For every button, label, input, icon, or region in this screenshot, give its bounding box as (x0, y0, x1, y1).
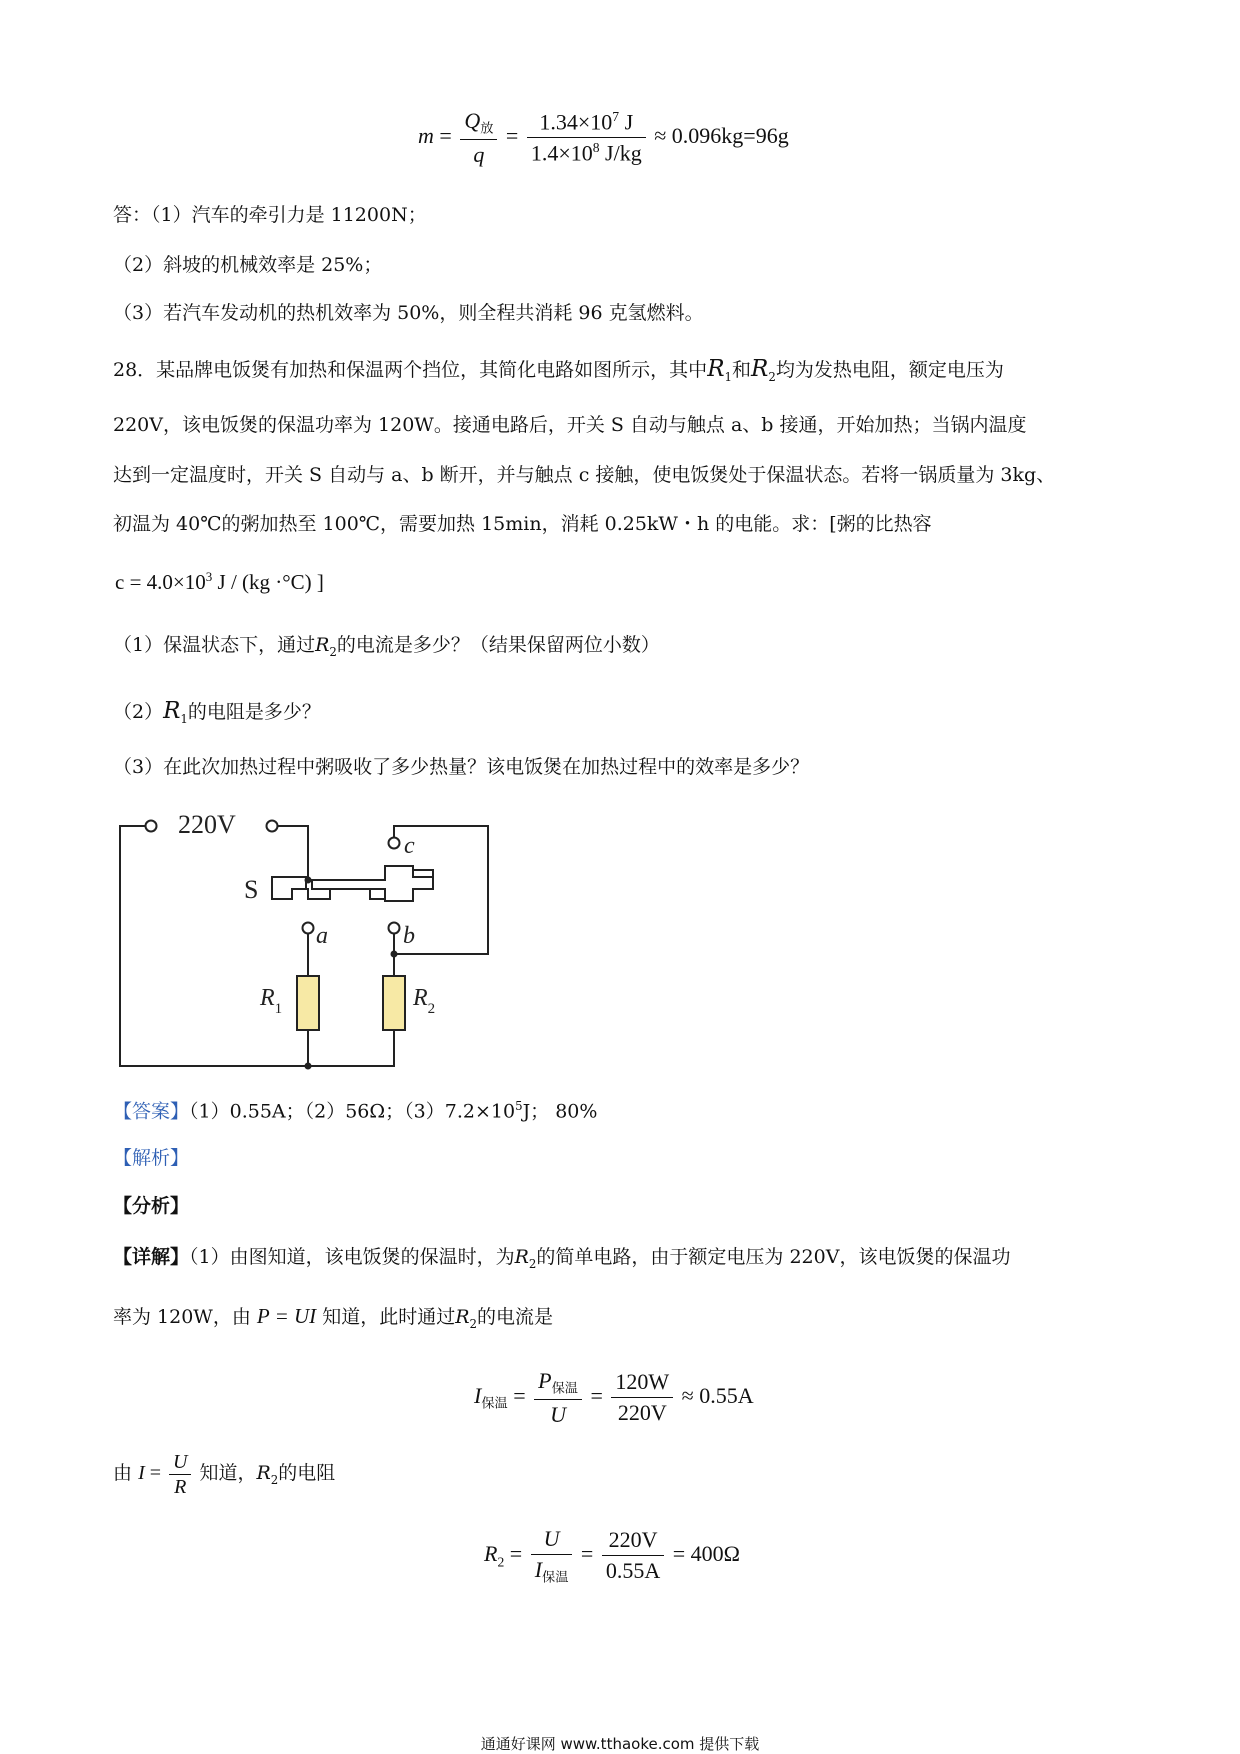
label-voltage: 220V (178, 810, 236, 839)
eq-mass-den-exp: 8 (592, 140, 600, 156)
q28-sub-2: $(2)R_1$的电阻是多少？ (113, 698, 321, 726)
eq-mass-lhs: m (418, 122, 434, 148)
analysis-tag: 【解析】 (113, 1147, 190, 1169)
label-r2: $R_2$ (413, 985, 436, 1017)
eq-mass-num-unit: J (624, 109, 634, 135)
eq-mass-den-unit: J/kg (605, 140, 642, 166)
detail-line-1: 【详解】（1）由图知道，该电饭煲的保温时，为$R_2$的简单电路，由于额定电压为 220V，该电饭煲的保温功 (113, 1246, 1011, 1271)
contact-a (303, 923, 314, 934)
prev-answer-3: （3）若汽车发动机的热机效率为 50%，则全程共消耗 96 克氢燃料。 (113, 302, 704, 324)
q28-sub-3: （3）在此次加热过程中粥吸收了多少热量？该电饭煲在加热过程中的效率是多少？ (113, 756, 810, 778)
ohm-law-line: 由 I = $\frac{U}{R}$ 知道，$R_2$的电阻 (113, 1451, 336, 1498)
equation-current: $I_{保温}$ = $\frac{P_{保温}}{U}$ = $\frac{120W}{220V}$ ≈ 0.55A (474, 1368, 754, 1427)
fenxi-tag: 【分析】 (113, 1195, 190, 1217)
contact-b (389, 923, 400, 934)
label-switch: S (244, 875, 259, 904)
eq-mass-q: Q (464, 108, 481, 133)
eq-mass-result: ≈ 0.096kg=96g (654, 122, 789, 148)
detail-line-2: 率为 120W，由 P = UI 知道，此时通过$R_2$的电流是 (113, 1304, 554, 1331)
eq-mass-q-sub: 放 (480, 120, 494, 136)
contact-c (389, 838, 400, 849)
prev-answer-2: （2）斜坡的机械效率是 25%； (113, 254, 383, 276)
prev-answer-1: 答：（1）汽车的牵引力是 11200N； (113, 204, 427, 226)
terminal-right (267, 821, 278, 832)
label-contact-a: a (316, 923, 328, 949)
equation-ohm: I = $\frac{U}{R}$ (138, 1462, 199, 1484)
wire-r2-bottom (308, 1030, 394, 1066)
equation-mass: m = $\frac{Q_放}{q}$ = $\frac{1.34\times 10^7 J}{1.4\times 10^8 J/kg}$ ≈ 0.096kg=96g (418, 108, 789, 167)
q28-line-3: 达到一定温度时，开关 S 自动与 a、b 断开，并与触点 c 接触，使电饭煲处于保温状态。若将一锅质量为 3kg、 (113, 464, 1056, 486)
eq-mass-den: q (473, 141, 485, 167)
wire-left-loop (120, 826, 308, 1066)
junction-bottom (305, 1063, 312, 1070)
label-r1: $R_1$ (260, 985, 283, 1017)
resistor-r1 (297, 976, 319, 1030)
answer-tag: 【答案】 (113, 1100, 190, 1123)
switch-left-block (272, 877, 306, 899)
answer-line: 【答案】（1）0.55A；（2）56Ω；$(3)7.2\times 10^5J$； 80% (113, 1099, 598, 1123)
equation-r2: $R_2$ = $\frac{U}{I_{保温}}$ = $\frac{220V}{0.55A}$ = 400Ω (484, 1526, 740, 1585)
label-contact-b: b (403, 923, 415, 949)
q28-line-1: 28．某品牌电饭煲有加热和保温两个挡位，其简化电路如图所示，其中$R_1$和$R_2$均为发热电阻，额定电压为 (113, 356, 1004, 384)
switch-pivot (305, 877, 312, 884)
q28-line-2: 220V，该电饭煲的保温功率为 120W。接通电路后，开关 S 自动与触点 a、b 接通，开始加热；当锅内温度 (113, 414, 1027, 436)
junction-b (391, 951, 398, 958)
detail-tag: 【详解】 (113, 1246, 190, 1268)
eq-mass-den-val: 1.4×10 (530, 140, 593, 166)
resistor-r2 (383, 976, 405, 1030)
wire-terminal-switch (278, 826, 308, 880)
eq-mass-num-val: 1.34×10 (539, 109, 613, 135)
q28-line-4: 初温为 40℃的粥加热至 100℃，需要加热 15min，消耗 0.25kW・h 的电能。求：[粥的比热容 (113, 513, 932, 535)
page-footer: 通通好课网 www.tthaoke.com 提供下载 (480, 1735, 760, 1753)
label-contact-c: c (404, 833, 415, 859)
q28-sub-1: （1）保温状态下，通过$R_2$的电流是多少？（结果保留两位小数） (113, 634, 660, 659)
q28-line-5: $c = 4.0\times 10^3$ J / (kg ·°C) ] (115, 569, 324, 594)
eq-mass-num-exp: 7 (612, 108, 620, 124)
terminal-left (146, 821, 157, 832)
